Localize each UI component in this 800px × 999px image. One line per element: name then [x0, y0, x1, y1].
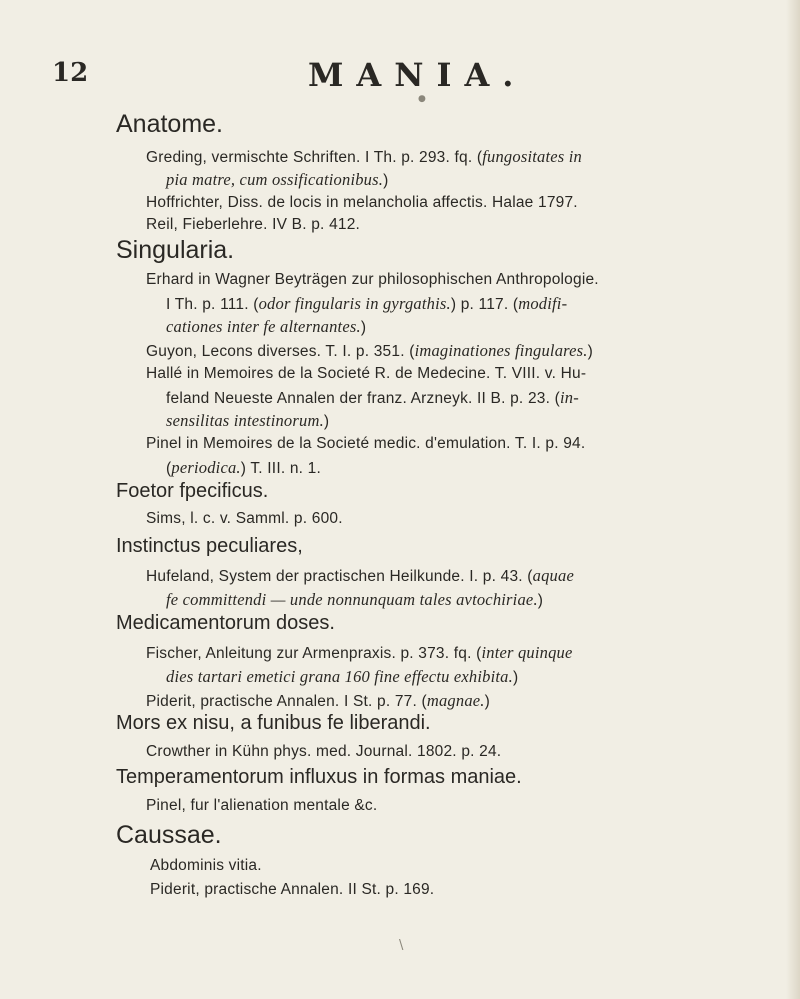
ref-line: Greding, vermischte Schriften. I Th. p. 293. fq. (fungositates in — [146, 147, 582, 166]
ref-line: (periodica.) T. III. n. 1. — [166, 458, 321, 477]
section-heading-temperamentorum: Temperamentorum influxus in formas maniae. — [116, 766, 522, 788]
section-heading-mors: Mors ex nisu, a funibus fe liberandi. — [116, 712, 431, 734]
ref-line: cationes inter fe alternantes.) — [166, 317, 367, 336]
ref-line: Piderit, practische Annalen. I St. p. 77. (magnae.) — [146, 691, 490, 710]
pencil-mark: \ — [399, 938, 404, 953]
ref-line: Abdominis vitia. — [150, 857, 262, 874]
running-title: MANIA. — [308, 56, 527, 94]
ref-line: Piderit, practische Annalen. II St. p. 169. — [150, 881, 435, 898]
ref-line: I Th. p. 111. (odor fingularis in gyrgathis.) p. 117. (modifi- — [166, 294, 568, 313]
ref-line: Fischer, Anleitung zur Armenpraxis. p. 373. fq. (inter quinque — [146, 643, 573, 662]
section-heading-anatome: Anatome. — [116, 110, 224, 138]
ref-line: Erhard in Wagner Beyträgen zur philosophischen Anthropologie. — [146, 271, 599, 288]
section-heading-caussae: Caussae. — [116, 821, 222, 849]
ref-line: Hufeland, System der practischen Heilkunde. I. p. 43. (aquae — [146, 566, 574, 585]
ref-line: sensilitas intestinorum.) — [166, 411, 330, 430]
page-edge-shadow — [786, 0, 800, 999]
ref-line: Reil, Fieberlehre. IV B. p. 412. — [146, 216, 361, 233]
ref-line: fe committendi — unde nonnunquam tales avtochiriae.) — [166, 590, 544, 609]
ref-line: Guyon, Lecons diverses. T. I. p. 351. (imaginationes fingulares.) — [146, 341, 594, 360]
ref-line: feland Neueste Annalen der franz. Arzneyk. II B. p. 23. (in- — [166, 388, 579, 407]
ref-line: Pinel in Memoires de la Societé medic. d'emulation. T. I. p. 94. — [146, 435, 586, 452]
ref-line: Crowther in Kühn phys. med. Journal. 1802. p. 24. — [146, 743, 502, 760]
ref-line: Hallé in Memoires de la Societé R. de Medecine. T. VIII. v. Hu- — [146, 365, 587, 382]
section-heading-foetor: Foetor fpecificus. — [116, 480, 269, 502]
page-number: 12 — [52, 58, 89, 88]
section-heading-instinctus: Instinctus peculiares, — [116, 535, 303, 557]
ref-line: Pinel, fur l'alienation mentale &c. — [146, 797, 378, 814]
ref-line: pia matre, cum ossificationibus.) — [166, 170, 389, 189]
ref-line: Sims, l. c. v. Samml. p. 600. — [146, 510, 343, 527]
ref-line: Hoffrichter, Diss. de locis in melancholia affectis. Halae 1797. — [146, 194, 578, 211]
section-heading-medicamentorum: Medicamentorum doses. — [116, 612, 335, 634]
ref-line: dies tartari emetici grana 160 fine effectu exhibita.) — [166, 667, 519, 686]
ink-speck: ● — [418, 94, 426, 104]
section-heading-singularia: Singularia. — [116, 236, 235, 264]
